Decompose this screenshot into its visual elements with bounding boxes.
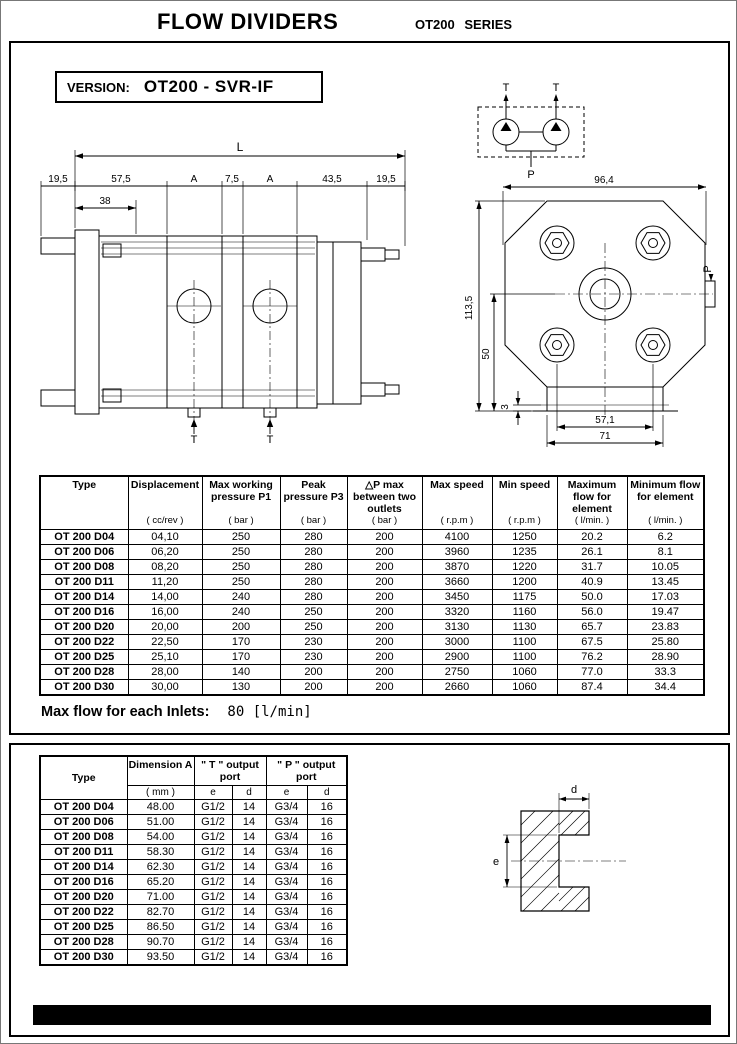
value-cell: 11,20 (128, 575, 202, 590)
col-header-p-port-group: " P " output port (266, 756, 347, 786)
schematic-t-left-label: T (502, 82, 510, 94)
pump-body (41, 230, 399, 434)
value-cell: 280 (280, 545, 347, 560)
table-row (40, 620, 704, 635)
spec-header-row (40, 476, 704, 530)
side-dimension-lines (41, 150, 405, 246)
port-t-right-label: T (266, 434, 274, 444)
value-cell: 65.7 (557, 620, 627, 635)
col-title: Minimum flow for element (630, 479, 701, 504)
col-title: Max speed (430, 479, 484, 491)
series-label: OT200 SERIES (415, 17, 513, 32)
value-cell: 10.05 (627, 560, 704, 575)
dim-label-bolt-span: 57,1 (595, 415, 615, 426)
value-cell: G1/2 (194, 875, 232, 890)
flange-body (505, 201, 715, 415)
type-cell: OT 200 D16 (40, 875, 127, 890)
table-row (40, 800, 347, 815)
value-cell: 77.0 (557, 665, 627, 680)
col-header-max-working-pressure (202, 476, 280, 530)
max-flow-note (41, 703, 312, 721)
col-unit: ( bar ) (371, 515, 398, 527)
value-cell: 25,10 (128, 650, 202, 665)
value-cell: G3/4 (266, 920, 307, 935)
value-cell: 250 (202, 575, 280, 590)
value-cell: 33.3 (627, 665, 704, 680)
value-cell: 14 (232, 935, 266, 950)
dim-label-base-span: 71 (599, 431, 611, 442)
value-cell: 3000 (422, 635, 492, 650)
dim-label: 7,5 (225, 174, 239, 185)
table-row (40, 845, 347, 860)
value-cell: 51.00 (127, 815, 194, 830)
value-cell: 14 (232, 890, 266, 905)
value-cell: G1/2 (194, 800, 232, 815)
value-cell: 31.7 (557, 560, 627, 575)
port-dimensions-table (39, 755, 348, 966)
dim-label-center-to-base: 50 (481, 348, 492, 360)
value-cell: 14 (232, 845, 266, 860)
value-cell: 50.0 (557, 590, 627, 605)
value-cell: 200 (347, 545, 422, 560)
col-title: Displacement (130, 479, 200, 491)
value-cell: 34.4 (627, 680, 704, 695)
value-cell: 16 (307, 860, 347, 875)
max-flow-value: 80 [l/min] (227, 704, 312, 720)
specifications-table (39, 475, 705, 696)
value-cell: 16 (307, 890, 347, 905)
col-header-min-speed (492, 476, 557, 530)
value-cell: 200 (347, 560, 422, 575)
type-cell: OT 200 D06 (40, 545, 128, 560)
value-cell: G1/2 (194, 830, 232, 845)
port-dimension-lines (503, 793, 589, 887)
type-cell: OT 200 D30 (40, 680, 128, 695)
table-row (40, 665, 704, 680)
hydraulic-schematic-drawing (466, 81, 601, 181)
value-cell: 16 (307, 845, 347, 860)
table-row (40, 935, 347, 950)
value-cell: 2660 (422, 680, 492, 695)
type-cell: OT 200 D20 (40, 620, 128, 635)
side-view-drawing (17, 138, 452, 444)
value-cell: G3/4 (266, 815, 307, 830)
value-cell: 14 (232, 815, 266, 830)
version-box (55, 71, 323, 103)
dimensions-section (9, 743, 730, 1037)
value-cell: 3450 (422, 590, 492, 605)
value-cell: 280 (280, 575, 347, 590)
value-cell: 93.50 (127, 950, 194, 965)
table-row (40, 605, 704, 620)
value-cell: 6.2 (627, 530, 704, 545)
value-cell: 16 (307, 800, 347, 815)
col-header-max-speed (422, 476, 492, 530)
value-cell: 76.2 (557, 650, 627, 665)
front-dimension-arrows (476, 184, 713, 445)
value-cell: 200 (347, 620, 422, 635)
side-dimension-arrows (75, 153, 405, 427)
value-cell: 16 (307, 920, 347, 935)
col-header-delta-p (347, 476, 422, 530)
port-dimension-arrows (505, 797, 589, 887)
dim-label: 57,5 (111, 174, 131, 185)
value-cell: G3/4 (266, 905, 307, 920)
value-cell: 200 (280, 665, 347, 680)
value-cell: 13.45 (627, 575, 704, 590)
value-cell: 16 (307, 905, 347, 920)
port-p-label: P (702, 265, 714, 273)
value-cell: 14 (232, 905, 266, 920)
dim-label: 43,5 (322, 174, 342, 185)
dim-label-total-length: L (236, 140, 244, 154)
table-row (40, 890, 347, 905)
dim-label-height: 113,5 (464, 295, 475, 321)
type-cell: OT 200 D25 (40, 650, 128, 665)
value-cell: 3320 (422, 605, 492, 620)
col-unit: ( l/min. ) (574, 515, 610, 527)
value-cell: 22,50 (128, 635, 202, 650)
value-cell: 200 (347, 575, 422, 590)
type-cell: OT 200 D08 (40, 560, 128, 575)
table-row (40, 860, 347, 875)
dim-label-38: 38 (99, 196, 111, 207)
value-cell: 200 (347, 605, 422, 620)
value-cell: 240 (202, 590, 280, 605)
port-header-row-1 (40, 756, 347, 786)
value-cell: 230 (280, 650, 347, 665)
table-row (40, 545, 704, 560)
table-row (40, 950, 347, 965)
col-header-t-d: d (232, 786, 266, 800)
page-title: FLOW DIVIDERS (157, 9, 339, 34)
value-cell: 1220 (492, 560, 557, 575)
col-title: △P max between two outlets (352, 479, 416, 516)
value-cell: 28,00 (128, 665, 202, 680)
value-cell: 06,20 (128, 545, 202, 560)
value-cell: 1250 (492, 530, 557, 545)
col-header-t-e: e (194, 786, 232, 800)
value-cell: 82.70 (127, 905, 194, 920)
value-cell: 17.03 (627, 590, 704, 605)
dim-label: A (190, 174, 198, 185)
value-cell: 230 (280, 635, 347, 650)
col-unit: ( l/min. ) (648, 515, 683, 527)
value-cell: 200 (347, 665, 422, 680)
value-cell: 40.9 (557, 575, 627, 590)
value-cell: 200 (202, 620, 280, 635)
table-row (40, 560, 704, 575)
value-cell: 16 (307, 875, 347, 890)
value-cell: 170 (202, 635, 280, 650)
type-cell: OT 200 D16 (40, 605, 128, 620)
col-unit: ( r.p.m ) (508, 515, 541, 527)
table-row (40, 875, 347, 890)
value-cell: G1/2 (194, 920, 232, 935)
value-cell: G1/2 (194, 860, 232, 875)
value-cell: G3/4 (266, 830, 307, 845)
type-cell: OT 200 D20 (40, 890, 127, 905)
type-cell: OT 200 D22 (40, 905, 127, 920)
type-cell: OT 200 D04 (40, 530, 128, 545)
value-cell: 25.80 (627, 635, 704, 650)
value-cell: G3/4 (266, 950, 307, 965)
value-cell: 2900 (422, 650, 492, 665)
col-unit: ( bar ) (300, 515, 327, 527)
value-cell: 3130 (422, 620, 492, 635)
value-cell: 65.20 (127, 875, 194, 890)
value-cell: 14 (232, 860, 266, 875)
col-header-max-flow (557, 476, 627, 530)
value-cell: 87.4 (557, 680, 627, 695)
value-cell: 1175 (492, 590, 557, 605)
footer-bar (33, 1005, 711, 1025)
schematic-lines (478, 101, 584, 167)
value-cell: 20,00 (128, 620, 202, 635)
dim-label: 19,5 (376, 174, 396, 185)
value-cell: G1/2 (194, 890, 232, 905)
col-title: Min speed (498, 479, 551, 491)
col-header-min-flow (627, 476, 704, 530)
col-header-type (40, 476, 128, 530)
value-cell: 71.00 (127, 890, 194, 905)
dim-label-width: 96,4 (594, 175, 614, 186)
value-cell: G3/4 (266, 890, 307, 905)
type-cell: OT 200 D14 (40, 590, 128, 605)
value-cell: 200 (347, 650, 422, 665)
type-cell: OT 200 D11 (40, 845, 127, 860)
value-cell: G1/2 (194, 935, 232, 950)
table-row (40, 575, 704, 590)
value-cell: 3660 (422, 575, 492, 590)
value-cell: 14,00 (128, 590, 202, 605)
value-cell: 240 (202, 605, 280, 620)
col-header-p-d: d (307, 786, 347, 800)
col-title: Type (72, 479, 97, 491)
table-row (40, 530, 704, 545)
value-cell: 14 (232, 950, 266, 965)
table-row (40, 680, 704, 695)
dim-label-d: d (570, 784, 578, 796)
value-cell: 16 (307, 950, 347, 965)
value-cell: 14 (232, 830, 266, 845)
value-cell: 1130 (492, 620, 557, 635)
value-cell: 1100 (492, 650, 557, 665)
spec-table-body (40, 530, 704, 695)
port-t-left-label: T (190, 434, 198, 444)
col-header-peak-pressure (280, 476, 347, 530)
type-cell: OT 200 D22 (40, 635, 128, 650)
value-cell: 140 (202, 665, 280, 680)
type-cell: OT 200 D30 (40, 950, 127, 965)
value-cell: 250 (202, 545, 280, 560)
value-cell: 4100 (422, 530, 492, 545)
value-cell: 14 (232, 875, 266, 890)
value-cell: 58.30 (127, 845, 194, 860)
table-row (40, 905, 347, 920)
value-cell: 1060 (492, 680, 557, 695)
value-cell: 19.47 (627, 605, 704, 620)
col-title: Maximum flow for element (567, 479, 617, 516)
value-cell: 200 (347, 530, 422, 545)
value-cell: G3/4 (266, 860, 307, 875)
type-cell: OT 200 D25 (40, 920, 127, 935)
col-header-displacement (128, 476, 202, 530)
value-cell: G3/4 (266, 935, 307, 950)
col-title: Peak pressure P3 (283, 479, 344, 504)
col-title: Max working pressure P1 (209, 479, 273, 504)
value-cell: G1/2 (194, 905, 232, 920)
value-cell: 16,00 (128, 605, 202, 620)
version-value: OT200 - SVR-IF (143, 77, 274, 96)
value-cell: 250 (202, 530, 280, 545)
type-cell: OT 200 D28 (40, 665, 128, 680)
table-row (40, 920, 347, 935)
value-cell: 2750 (422, 665, 492, 680)
value-cell: 250 (280, 620, 347, 635)
col-unit: ( bar ) (228, 515, 254, 527)
table-row (40, 650, 704, 665)
value-cell: 250 (280, 605, 347, 620)
value-cell: G3/4 (266, 800, 307, 815)
value-cell: G1/2 (194, 845, 232, 860)
value-cell: 26.1 (557, 545, 627, 560)
value-cell: 1100 (492, 635, 557, 650)
port-section-body (503, 793, 626, 911)
type-cell: OT 200 D06 (40, 815, 127, 830)
value-cell: 16 (307, 830, 347, 845)
value-cell: 170 (202, 650, 280, 665)
value-cell: G1/2 (194, 815, 232, 830)
value-cell: G3/4 (266, 875, 307, 890)
value-cell: 20.2 (557, 530, 627, 545)
port-table-body (40, 800, 347, 965)
version-label: VERSION: (67, 79, 130, 95)
value-cell: 1160 (492, 605, 557, 620)
type-cell: OT 200 D04 (40, 800, 127, 815)
front-view-drawing (463, 171, 718, 456)
col-header-p-e: e (266, 786, 307, 800)
type-cell: OT 200 D28 (40, 935, 127, 950)
col-header-t-port-group: " T " output port (194, 756, 266, 786)
value-cell: 1235 (492, 545, 557, 560)
value-cell: 3960 (422, 545, 492, 560)
main-section (9, 41, 730, 735)
value-cell: 200 (347, 680, 422, 695)
type-cell: OT 200 D11 (40, 575, 128, 590)
dim-label: 19,5 (48, 174, 68, 185)
dim-label: A (266, 174, 274, 185)
value-cell: 200 (347, 590, 422, 605)
max-flow-label: Max flow for each Inlets: (41, 704, 210, 720)
value-cell: 200 (280, 680, 347, 695)
table-row (40, 830, 347, 845)
value-cell: 3870 (422, 560, 492, 575)
dim-label-e: e (492, 856, 500, 868)
value-cell: 04,10 (128, 530, 202, 545)
value-cell: 8.1 (627, 545, 704, 560)
value-cell: 23.83 (627, 620, 704, 635)
value-cell: G3/4 (266, 845, 307, 860)
value-cell: 280 (280, 560, 347, 575)
value-cell: 86.50 (127, 920, 194, 935)
value-cell: 28.90 (627, 650, 704, 665)
value-cell: 200 (347, 635, 422, 650)
value-cell: 90.70 (127, 935, 194, 950)
schematic-p-label: P (527, 169, 535, 181)
schematic-t-right-label: T (552, 82, 560, 94)
value-cell: 280 (280, 590, 347, 605)
type-cell: OT 200 D14 (40, 860, 127, 875)
col-unit-mm: ( mm ) (127, 786, 194, 800)
value-cell: 130 (202, 680, 280, 695)
value-cell: 1060 (492, 665, 557, 680)
value-cell: 250 (202, 560, 280, 575)
table-row (40, 635, 704, 650)
value-cell: 16 (307, 815, 347, 830)
col-unit: ( cc/rev ) (146, 515, 184, 527)
value-cell: G1/2 (194, 950, 232, 965)
dim-label-step: 3 (500, 404, 511, 410)
table-row (40, 590, 704, 605)
schematic-arrows (501, 94, 562, 131)
value-cell: 67.5 (557, 635, 627, 650)
col-unit: ( r.p.m ) (440, 515, 474, 527)
value-cell: 30,00 (128, 680, 202, 695)
value-cell: 14 (232, 800, 266, 815)
type-cell: OT 200 D08 (40, 830, 127, 845)
value-cell: 280 (280, 530, 347, 545)
table-row (40, 815, 347, 830)
col-header-type: Type (40, 756, 127, 800)
value-cell: 14 (232, 920, 266, 935)
col-header-dimension-a: Dimension A (127, 756, 194, 786)
value-cell: 62.30 (127, 860, 194, 875)
port-detail-drawing (466, 779, 651, 949)
value-cell: 16 (307, 935, 347, 950)
value-cell: 08,20 (128, 560, 202, 575)
value-cell: 54.00 (127, 830, 194, 845)
value-cell: 1200 (492, 575, 557, 590)
value-cell: 48.00 (127, 800, 194, 815)
value-cell: 56.0 (557, 605, 627, 620)
